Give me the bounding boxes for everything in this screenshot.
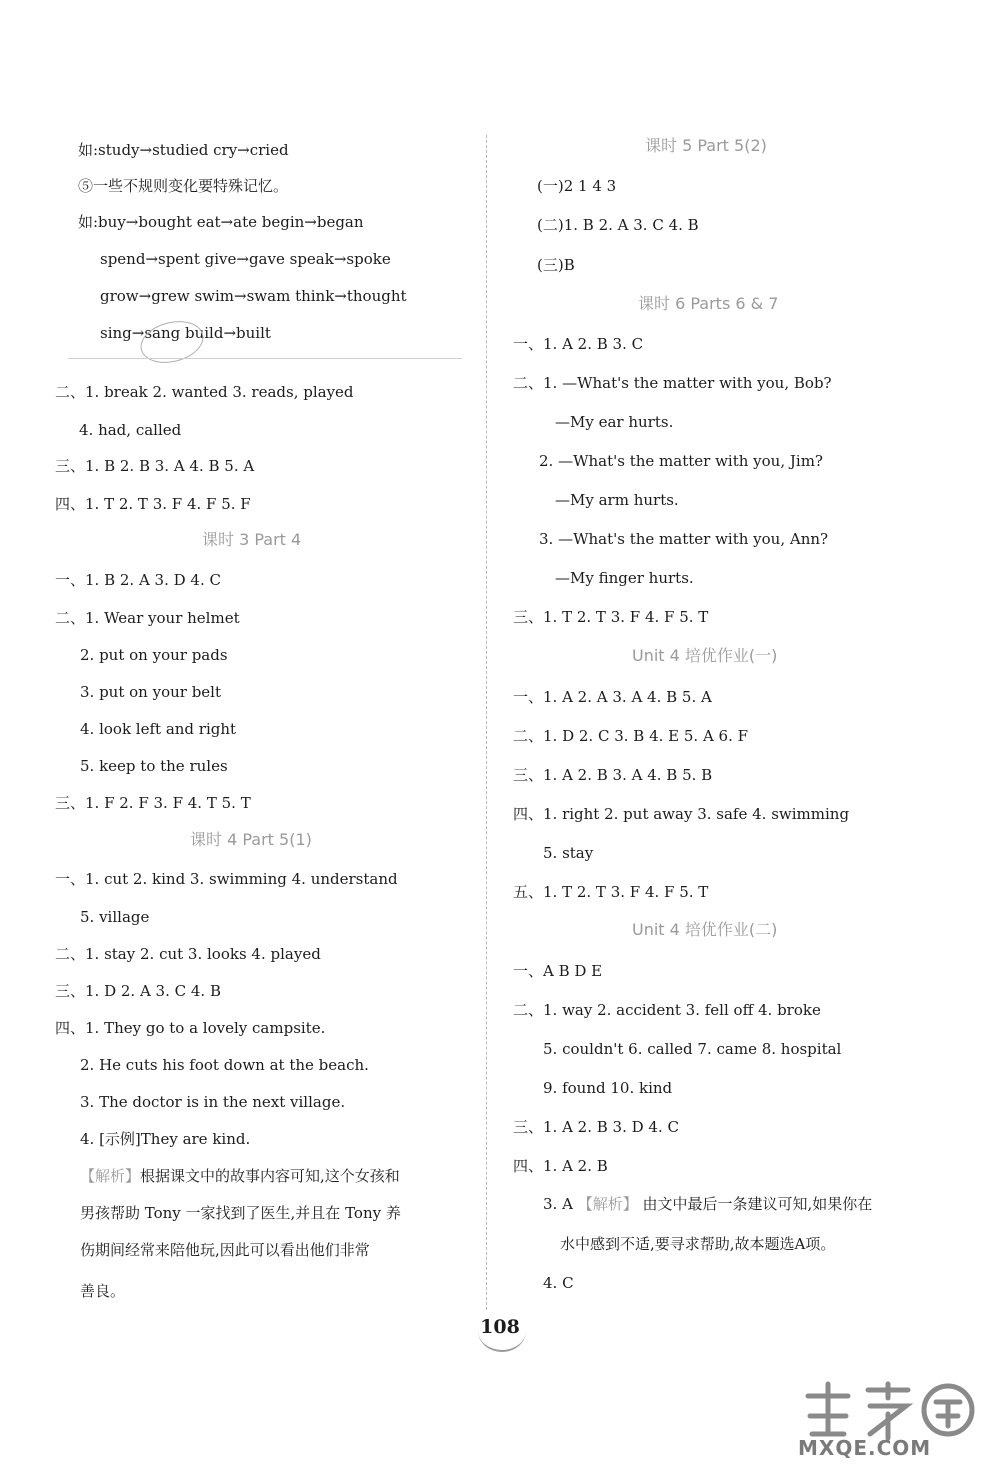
heading-unit4-homework-1: Unit 4 培优作业(一) <box>632 646 778 665</box>
page-number: 108 <box>480 1316 520 1338</box>
irregular-row-2: spend→spent give→gave speak→spoke <box>100 250 391 268</box>
lesson4-sec3: 三、1. D 2. A 3. C 4. B <box>55 982 221 1000</box>
u4a-sec4-line-1: 四、1. right 2. put away 3. safe 4. swimming <box>513 805 850 823</box>
heading-lesson-5: 课时 5 Part 5(2) <box>645 136 767 155</box>
sec3-answers: 三、1. B 2. B 3. A 4. B 5. A <box>55 457 255 475</box>
irregular-row-1: 如:buy→bought eat→ate begin→began <box>78 213 364 231</box>
u4b-sec4-line-2 <box>543 1194 872 1214</box>
analysis-line-3: 伤期间经常来陪他玩,因此可以看出他们非常 <box>80 1241 370 1259</box>
column-divider <box>486 135 487 1310</box>
rule-5-text: ⑤一些不规则变化要特殊记忆。 <box>78 177 289 195</box>
sec4-answers: 四、1. T 2. T 3. F 4. F 5. F <box>55 495 251 513</box>
lesson4-sec4-line-3: 3. The doctor is in the next village. <box>80 1093 346 1111</box>
u4a-sec4-line-2: 5. stay <box>543 844 594 862</box>
lesson6-sec2-line-6: —My finger hurts. <box>555 569 694 587</box>
u4b-sec2-line-2: 5. couldn't 6. called 7. came 8. hospital <box>543 1040 842 1058</box>
u4b-q3-answer: 3. A <box>543 1195 578 1213</box>
u4b-q3-analysis: 由文中最后一条建议可知,如果你在 <box>637 1195 873 1213</box>
lesson4-sec2: 二、1. stay 2. cut 3. looks 4. played <box>55 945 321 963</box>
lesson6-sec2-line-1: 二、1. —What's the matter with you, Bob? <box>513 374 832 392</box>
lesson6-sec2-line-3: 2. —What's the matter with you, Jim? <box>539 452 823 470</box>
u4a-sec1: 一、1. A 2. A 3. A 4. B 5. A <box>513 688 712 706</box>
section-divider <box>68 358 462 359</box>
u4b-sec4-line-1: 四、1. A 2. B <box>513 1157 608 1175</box>
irregular-example-line: 如:study→studied cry→cried <box>78 141 289 159</box>
lesson4-sec4-line-4: 4. [示例]They are kind. <box>80 1130 251 1148</box>
lesson5-line-1: (一)2 1 4 3 <box>537 177 617 195</box>
lesson6-sec1: 一、1. A 2. B 3. C <box>513 335 644 353</box>
lesson4-sec4-line-1: 四、1. They go to a lovely campsite. <box>55 1019 326 1037</box>
u4a-sec3: 三、1. A 2. B 3. A 4. B 5. B <box>513 766 713 784</box>
lesson3-sec2-line-3: 3. put on your belt <box>80 683 222 701</box>
lesson6-sec3: 三、1. T 2. T 3. F 4. F 5. T <box>513 608 709 626</box>
analysis-tag: 【解析】 <box>80 1167 141 1185</box>
lesson4-sec1-line-1: 一、1. cut 2. kind 3. swimming 4. understand <box>55 870 398 888</box>
u4b-sec4-line-4: 4. C <box>543 1274 574 1292</box>
heading-lesson-3: 课时 3 Part 4 <box>202 530 302 549</box>
u4b-sec3: 三、1. A 2. B 3. D 4. C <box>513 1118 679 1136</box>
u4b-sec1: 一、A B D E <box>513 962 603 980</box>
heading-unit4-homework-2: Unit 4 培优作业(二) <box>632 920 778 939</box>
watermark-text: MXQE.COM <box>798 1436 932 1460</box>
u4a-sec5: 五、1. T 2. T 3. F 4. F 5. T <box>513 883 709 901</box>
lesson6-sec2-line-4: —My arm hurts. <box>555 491 679 509</box>
heading-lesson-6: 课时 6 Parts 6 & 7 <box>638 294 779 313</box>
lesson3-sec1: 一、1. B 2. A 3. D 4. C <box>55 571 221 589</box>
lesson4-sec4-line-2: 2. He cuts his foot down at the beach. <box>80 1056 369 1074</box>
lesson5-line-2: (二)1. B 2. A 3. C 4. B <box>537 216 699 234</box>
lesson4-sec1-line-2: 5. village <box>80 908 150 926</box>
analysis-line-1 <box>80 1166 400 1186</box>
lesson3-sec2-line-5: 5. keep to the rules <box>80 757 228 775</box>
lesson3-sec2-line-4: 4. look left and right <box>80 720 237 738</box>
lesson6-sec2-line-2: —My ear hurts. <box>555 413 674 431</box>
u4b-sec2-line-1: 二、1. way 2. accident 3. fell off 4. broke <box>513 1001 821 1019</box>
analysis-text-1: 根据课文中的故事内容可知,这个女孩和 <box>140 1167 400 1185</box>
lesson3-sec2-line-2: 2. put on your pads <box>80 646 228 664</box>
lesson5-line-3: (三)B <box>537 256 575 274</box>
u4b-sec4-line-3: 水中感到不适,要寻求帮助,故本题选A项。 <box>560 1235 836 1253</box>
analysis-tag: 【解析】 <box>577 1195 638 1213</box>
sec2-line-1: 二、1. break 2. wanted 3. reads, played <box>55 383 354 401</box>
irregular-row-4: sing→sang build→built <box>100 324 271 342</box>
irregular-row-3: grow→grew swim→swam think→thought <box>100 287 407 305</box>
lesson3-sec2-line-1: 二、1. Wear your helmet <box>55 609 240 627</box>
lesson3-sec3: 三、1. F 2. F 3. F 4. T 5. T <box>55 794 251 812</box>
u4a-sec2: 二、1. D 2. C 3. B 4. E 5. A 6. F <box>513 727 749 745</box>
sec2-line-2: 4. had, called <box>79 421 182 439</box>
heading-lesson-4: 课时 4 Part 5(1) <box>190 830 312 849</box>
lesson6-sec2-line-5: 3. —What's the matter with you, Ann? <box>539 530 829 548</box>
analysis-line-4: 善良。 <box>80 1282 126 1300</box>
u4b-sec2-line-3: 9. found 10. kind <box>543 1079 673 1097</box>
analysis-line-2: 男孩帮助 Tony 一家找到了医生,并且在 Tony 养 <box>80 1204 401 1222</box>
